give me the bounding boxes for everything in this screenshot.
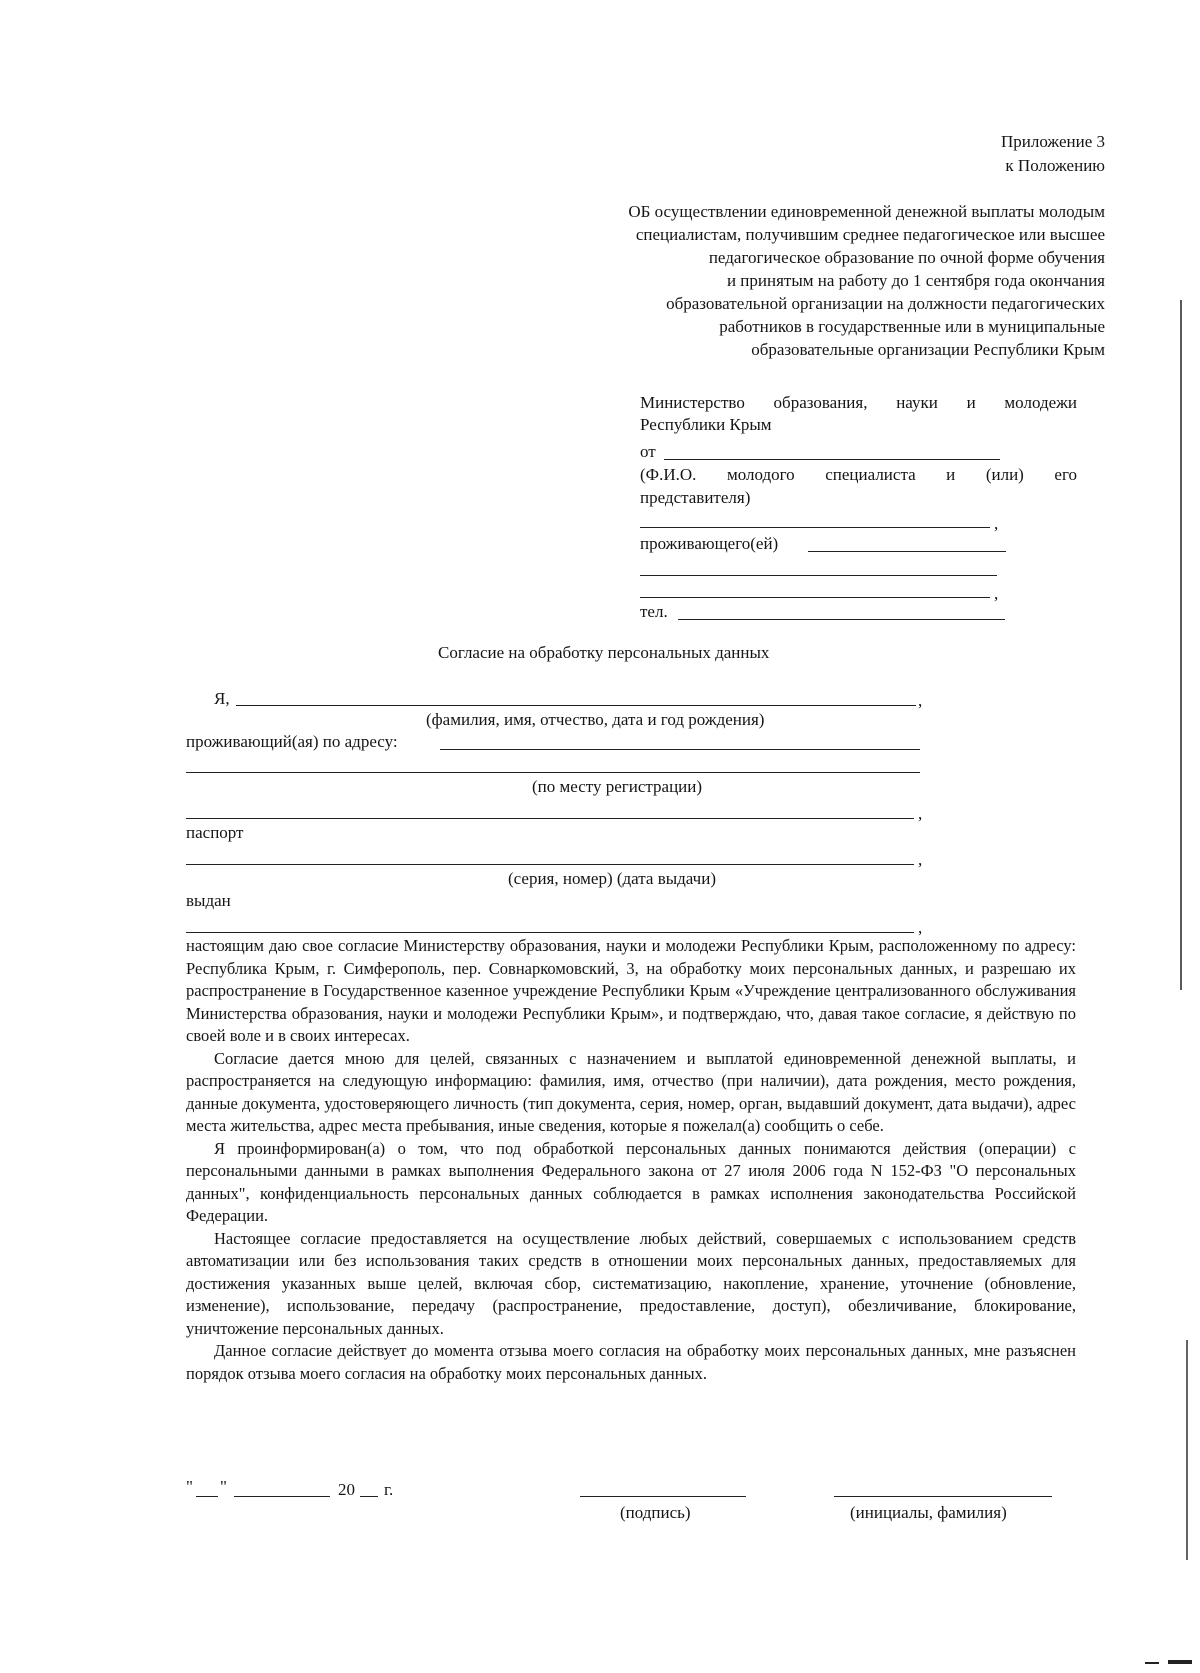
regulation-title-line-6: работников в государственные или в муниципальные xyxy=(719,317,1105,336)
fio-comma: , xyxy=(994,514,999,533)
consent-paragraph-2: Согласие дается мною для целей, связанных с назначением и выплатой единовременной денежной выплаты, и распространяется на следующую информацию: фамилия, имя, отчество (при наличии), дата рождения, место рождения, данные документа, удостоверяющего личность (тип документа, серия, номер, орган, выдавший документ, дата выдачи), адрес места жительства, адрес места пребывания, иные сведения, которые я пожелал(а) сообщить о себе. xyxy=(186,1048,1076,1135)
passport-label: паспорт xyxy=(186,823,244,842)
consent-paragraph-3: Я проинформирован(а) о том, что под обработкой персональных данных понимаются действия (операции) с персональными данными в рамках выполнения Федерального закона от 27 июля 2006 года N 152-ФЗ "О персональных данных", конфиденциальность персональных данных соблюдается в рамках исполнения законодательства Российской Федерации. xyxy=(186,1138,1076,1225)
regulation-title-line-2: специалистам, получившим среднее педагогическое или высшее xyxy=(635,225,1105,244)
address-label: проживающий(ая) по адресу: xyxy=(186,732,398,751)
name-field-line[interactable] xyxy=(236,705,916,706)
regulation-title-line-3: педагогическое образование по очной форме обучения xyxy=(708,248,1105,267)
consent-paragraph-5: Данное согласие действует до момента отзыва моего согласия на обработку моих персональных данных, мне разъяснен порядок отзыва моего согласия на обработку моих персональных данных. xyxy=(186,1341,1076,1383)
date-quote-close: " xyxy=(220,1477,227,1496)
issued-label: выдан xyxy=(186,891,231,910)
regulation-title-line-5: образовательной организации на должности педагогических xyxy=(666,294,1105,313)
scan-artifact-edge-line-lower xyxy=(1186,1340,1188,1560)
phone-label: тел. xyxy=(640,602,668,621)
registration-caption: (по месту регистрации) xyxy=(532,777,703,796)
passport-comma: , xyxy=(918,850,923,869)
phone-field-line[interactable] xyxy=(678,619,1005,620)
regulation-title-line-1: ОБ осуществлении единовременной денежной выплаты молодым xyxy=(628,202,1105,221)
scan-artifact-corner-mark-2 xyxy=(1168,1660,1192,1664)
date-year-prefix: 20 xyxy=(338,1480,355,1499)
appendix-reference: к Положению xyxy=(1005,156,1105,175)
address-field-line-3[interactable] xyxy=(640,597,990,598)
issued-field-line[interactable] xyxy=(186,932,914,933)
i-label: Я, xyxy=(214,689,230,708)
date-quote-open: " xyxy=(186,1477,193,1496)
address-field-line-2[interactable] xyxy=(640,575,997,576)
registration-address-line-3[interactable] xyxy=(186,818,914,819)
scan-artifact-corner-mark xyxy=(1145,1662,1159,1664)
date-year-line[interactable] xyxy=(360,1496,378,1497)
consent-body xyxy=(186,935,1076,1385)
from-label: от xyxy=(640,442,656,461)
ministry-line-2: Республики Крым xyxy=(640,415,772,434)
address-comma: , xyxy=(994,584,999,603)
signature-caption: (подпись) xyxy=(620,1503,691,1522)
signature-line[interactable] xyxy=(580,1496,746,1497)
residing-label: проживающего(ей) xyxy=(640,534,779,553)
name-comma: , xyxy=(918,691,923,710)
issued-comma: , xyxy=(918,918,923,937)
residing-field-line[interactable] xyxy=(808,551,1006,552)
date-month-line[interactable] xyxy=(234,1496,330,1497)
ministry-line-1: Министерство образования, науки и молодежи xyxy=(640,393,1077,412)
date-year-suffix: г. xyxy=(384,1480,394,1499)
fio-caption-line-2: представителя) xyxy=(640,488,751,507)
consent-paragraph-4: Настоящее согласие предоставляется на осуществление любых действий, совершаемых с использованием средств автоматизации или без использования таких средств в отношении моих персональных данных, предоставляемых для достижения указанных выше целей, включая сбор, систематизацию, накопление, хранение, уточнение (обновление, изменение), использование, передачу (распространение, предоставление, доступ), обезличивание, блокирование, уничтожение персональных данных. xyxy=(186,1228,1076,1338)
regulation-title-line-7: образовательные организации Республики Крым xyxy=(751,340,1105,359)
fio-caption-line-1: (Ф.И.О. молодого специалиста и (или) его xyxy=(640,465,1077,484)
initials-line[interactable] xyxy=(834,1496,1052,1497)
fio-field-line[interactable] xyxy=(640,527,990,528)
appendix-number: Приложение 3 xyxy=(1001,132,1105,151)
passport-caption: (серия, номер) (дата выдачи) xyxy=(508,869,716,888)
registration-address-line-2[interactable] xyxy=(186,772,920,773)
from-field-line[interactable] xyxy=(664,459,1000,460)
addressee-block xyxy=(640,392,1077,436)
name-caption: (фамилия, имя, отчество, дата и год рождения) xyxy=(426,710,765,729)
consent-paragraph-1: настоящим даю свое согласие Министерству образования, науки и молодежи Республики Крым, расположенному по адресу: Республика Крым, г. Симферополь, пер. Совнаркомовский, 3, на обработку моих персональных данных, и разрешаю их распространение в Государственное казенное учреждение Республики Крым «Учреждение централизованного обслуживания Министерства образования, науки и молодежи Республики Крым», и подтверждаю, что, давая такое согласие, я действую по своей воле и в своих интересах. xyxy=(186,936,1076,1045)
registration-address-line-1[interactable] xyxy=(440,749,920,750)
passport-field-line[interactable] xyxy=(186,864,914,865)
initials-caption: (инициалы, фамилия) xyxy=(850,1503,1007,1522)
date-day-line[interactable] xyxy=(196,1496,218,1497)
registration-comma: , xyxy=(918,804,923,823)
consent-title: Согласие на обработку персональных данных xyxy=(438,643,770,662)
regulation-title-line-4: и принятым на работу до 1 сентября года окончания xyxy=(726,271,1105,290)
scan-artifact-edge-line xyxy=(1180,300,1182,990)
